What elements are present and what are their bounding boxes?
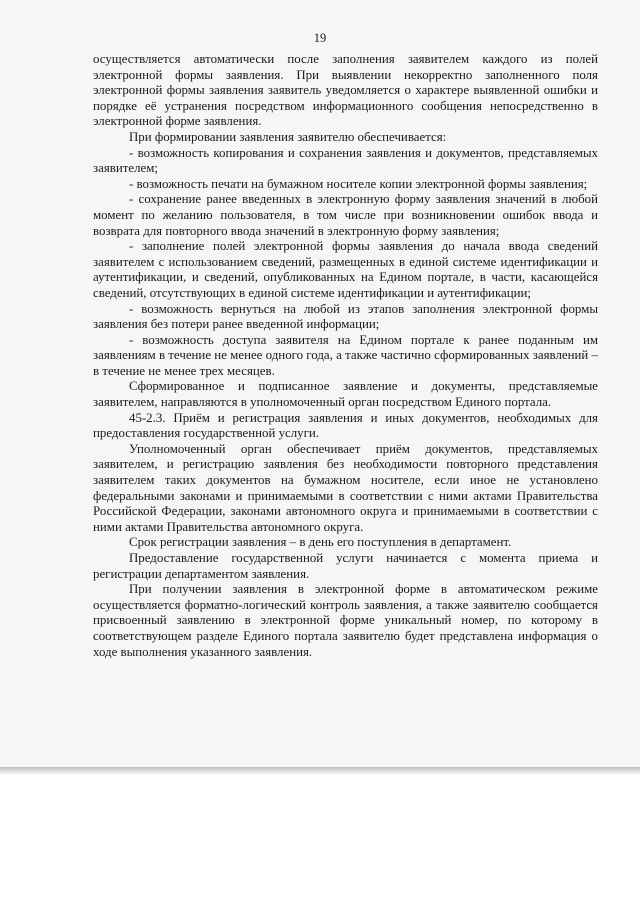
- list-item: - возможность доступа заявителя на Едином портале к ранее поданным им заявлениям в течение не менее одного года, а также частично сформированных заявлений – в течение не менее трех месяцев.: [93, 332, 598, 378]
- paragraph: Сформированное и подписанное заявление и документы, представляемые заявителем, направляются в уполномоченный орган посредством Единого портала.: [93, 379, 598, 410]
- list-item: - заполнение полей электронной формы заявления до начала ввода сведений заявителем с использованием сведений, размещенных в единой системе идентификации и аутентификации, и сведений, опубликованных на Едином портале, в части, касающейся сведений, отсутствующих в единой системе идентификации и аутентификации;: [93, 239, 598, 300]
- paragraph: При получении заявления в электронной форме в автоматическом режиме осуществляется форматно-логический контроль заявления, а также заявителю сообщается присвоенный заявлению в электронной форме уникальный номер, по которому в соответствующем разделе Единого портала заявителю будет представлена информация о ходе выполнения указанного заявления.: [93, 582, 598, 659]
- page-number: 19: [313, 31, 327, 45]
- paragraph: осуществляется автоматически после заполнения заявителем каждого из полей электронной формы заявления. При выявлении некорректно заполненного поля электронной формы заявления заявитель уведомляется о характере выявленной ошибки и порядке её устранения посредством информационного сообщения непосредственно в электронной форме заявления.: [93, 52, 598, 129]
- list-item: - возможность печати на бумажном носителе копии электронной формы заявления;: [129, 176, 588, 191]
- section-heading: 45-2.3. Приём и регистрация заявления и иных документов, необходимых для предоставления государственной услуги.: [93, 410, 598, 441]
- paragraph: Срок регистрации заявления – в день его поступления в департамент.: [129, 535, 512, 550]
- list-item: - сохранение ранее введенных в электронную форму заявления значений в любой момент по желанию пользователя, в том числе при возникновении ошибок ввода и возврата для повторного ввода значений в электронную форму заявления;: [93, 192, 598, 238]
- page-edge-shadow: [0, 767, 640, 775]
- paragraph: При формировании заявления заявителю обеспечивается:: [129, 129, 447, 144]
- list-item: - возможность копирования и сохранения заявления и документов, представляемых заявителем;: [93, 145, 598, 176]
- list-item: - возможность вернуться на любой из этапов заполнения электронной формы заявления без потери ранее введенной информации;: [93, 301, 598, 332]
- paragraph: Уполномоченный орган обеспечивает приём документов, представляемых заявителем, и регистрацию заявления без необходимости повторного представления заявителем таких документов на бумажном носителе, если иное не установлено федеральными законами и принимаемыми в соответствии с ними актами Правительства Российской Федерации, законами автономного округа и принимаемыми в соответствии с ними актами Правительства автономного округа.: [93, 441, 598, 534]
- document-body: [93, 52, 598, 660]
- paragraph: Предоставление государственной услуги начинается с момента приема и регистрации департаментом заявления.: [93, 551, 598, 581]
